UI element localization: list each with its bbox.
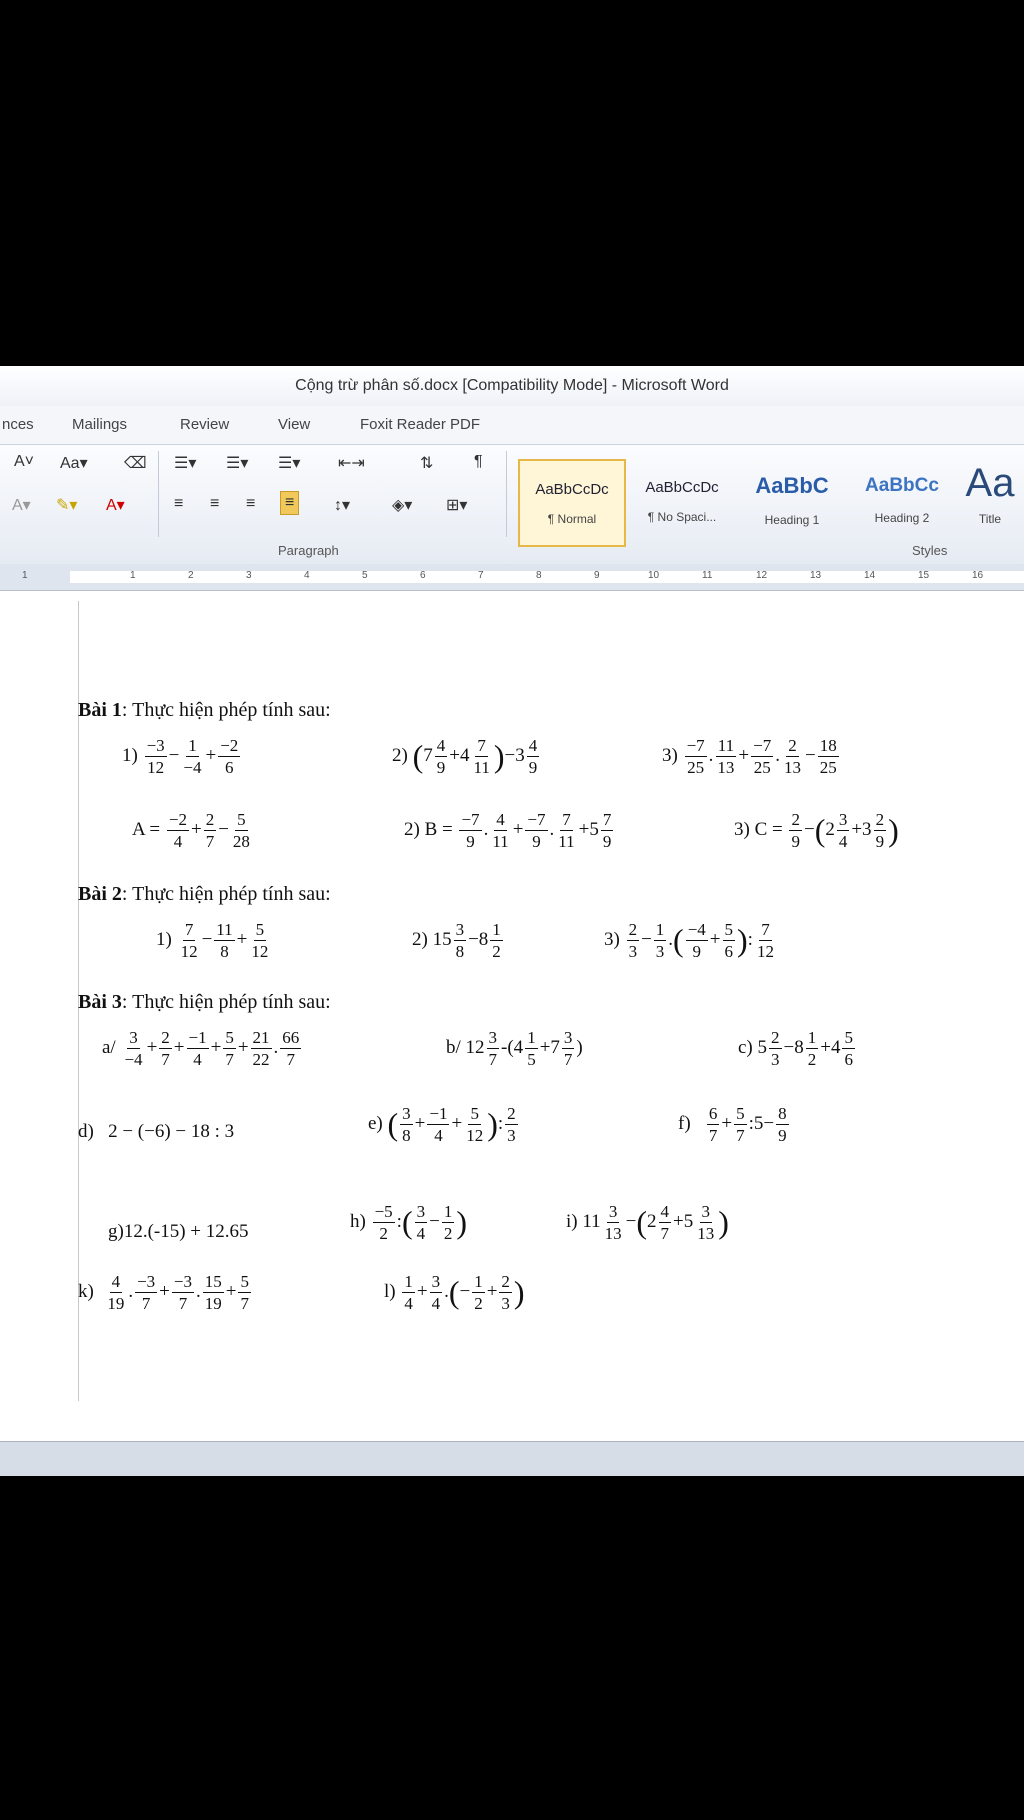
style-sample: AaBbCcDc [645, 479, 719, 496]
style-heading-1[interactable] [740, 459, 844, 543]
b3-expr-a: a/ $\frac{3}{-4}$ + $\frac{2}{7}$ + $\frac{-1}{4}$ + $\frac{5}{7}$ + $\frac{21}{22}$ . $\frac{66}{7}$ [102, 1028, 300, 1069]
sort-icon[interactable]: ⇅ [420, 455, 434, 472]
tab-mailings[interactable]: Mailings [72, 416, 128, 433]
align-center-icon[interactable]: ≡ [210, 495, 220, 512]
ruler-number: 15 [918, 570, 930, 581]
b1-expr-3: 3) $\frac{-7}{25}$ . $\frac{11}{13}$ + $\frac{-7}{25}$ . $\frac{2}{13}$ − $\frac{18}{25}$ [662, 736, 837, 777]
style-heading-2[interactable] [850, 459, 954, 543]
style-normal[interactable] [518, 459, 626, 547]
separator [506, 451, 507, 537]
highlight-icon[interactable]: ✎▾ [56, 497, 78, 514]
status-bar [0, 1441, 1024, 1476]
b3-expr-l: l) $\frac{1}{4}$ + $\frac{3}{4}$ .(− $\frac{1}{2}$ + $\frac{2}{3}$ ) [384, 1272, 525, 1313]
styles-group-label: Styles [912, 543, 948, 558]
style-label: Title [978, 512, 1002, 526]
tab-view[interactable]: View [278, 416, 311, 433]
document-page[interactable] [0, 591, 1024, 1406]
b3-expr-k: k) $\frac{4}{19}$ . $\frac{-3}{7}$ + $\frac{-3}{7}$ . $\frac{15}{19}$ + $\frac{5}{7}$ [78, 1272, 249, 1313]
ruler-number: 12 [756, 570, 768, 581]
numbering-icon[interactable]: ☰▾ [226, 455, 249, 472]
horizontal-ruler[interactable] [0, 564, 1024, 591]
tab-foxit-reader-pdf[interactable]: Foxit Reader PDF [360, 416, 481, 433]
b1-expr-2: 2) (7 $\frac{4}{9}$ +4 $\frac{7}{11}$ )−3 $\frac{4}{9}$ [392, 736, 538, 777]
tab-review[interactable]: Review [180, 416, 230, 433]
pilcrow-icon[interactable]: ¶ [474, 453, 483, 470]
borders-icon[interactable]: ⊞▾ [446, 497, 468, 514]
ruler-number: 10 [648, 570, 660, 581]
paragraph-group-label: Paragraph [278, 543, 339, 558]
b3-expr-f: f) $\frac{6}{7}$ + $\frac{5}{7}$ :5− $\frac{8}{9}$ [678, 1104, 787, 1145]
window-title: Cộng trừ phân số.docx [Compatibility Mode] - Microsoft Word [295, 377, 729, 394]
ruler-number: 1 [130, 570, 136, 581]
ruler-number: 2 [188, 570, 194, 581]
style-label: ¶ Normal [547, 512, 597, 526]
text-effects-icon[interactable]: A▾ [12, 497, 31, 514]
b2-expr-1: 1) $\frac{7}{12}$ − $\frac{11}{8}$ + $\frac{5}{12}$ [156, 920, 269, 961]
style-label: Heading 2 [874, 511, 930, 525]
b3-d-expression: 2 − (−6) − 18 : 3 [108, 1121, 235, 1142]
justify-icon[interactable]: ≡ [280, 491, 299, 515]
line-spacing-icon[interactable]: ↕▾ [334, 497, 351, 514]
style-sample: AaBbC [755, 473, 829, 498]
ruler-number: 7 [478, 570, 484, 581]
ruler-number: 5 [362, 570, 368, 581]
align-right-icon[interactable]: ≡ [246, 495, 256, 512]
shading-icon[interactable]: ◈▾ [392, 497, 413, 514]
b1-expr-1: 1) $\frac{-3}{12}$ − $\frac{1}{-4}$ + $\frac{-2}{6}$ [122, 736, 239, 777]
style-no-spacing[interactable] [630, 459, 734, 543]
style-label: Heading 1 [764, 513, 820, 527]
b3-expr-b: b/ 12 $\frac{3}{7}$ -(4 $\frac{1}{5}$ +7 $\frac{3}{7}$ ) [446, 1028, 583, 1069]
style-label: ¶ No Spaci... [647, 510, 717, 524]
exercise-2-heading: Bài 2: Thực hiện phép tính sau: [78, 883, 331, 905]
b3-expr-i: i) 11 $\frac{3}{13}$ −(2 $\frac{4}{7}$ +5 $\frac{3}{13}$ ) [566, 1202, 729, 1243]
ribbon [0, 444, 1024, 566]
style-sample: Aa [965, 461, 1015, 505]
b3-expr-e: e) ( $\frac{3}{8}$ + $\frac{-1}{4}$ + $\frac{5}{12}$ ): $\frac{2}{3}$ [368, 1104, 516, 1145]
shrink-font-icon[interactable]: A˅ [14, 453, 35, 470]
style-sample: AaBbCcDc [535, 481, 609, 498]
b3-expr-d: d) 2 − (−6) − 18 : 3 [78, 1121, 235, 1142]
ruler-number: 9 [594, 570, 600, 581]
b1-expr-A: A = $\frac{-2}{4}$ + $\frac{2}{7}$ − $\frac{5}{28}$ [132, 810, 250, 851]
b3-expr-h: h) $\frac{-5}{2}$ :( $\frac{3}{4}$ − $\frac{1}{2}$ ) [350, 1202, 467, 1243]
b3-g-expression: 12.(-15) + 12.65 [123, 1221, 249, 1242]
b1-expr-C: 3) C = $\frac{2}{9}$ −(2 $\frac{3}{4}$ +3 $\frac{2}{9}$ ) [734, 810, 899, 851]
b3-expr-g: g)12.(-15) + 12.65 [108, 1221, 249, 1242]
ruler-number: 11 [702, 570, 713, 581]
b2-expr-2: 2) 15 $\frac{3}{8}$ −8 $\frac{1}{2}$ [412, 920, 501, 961]
tab-references[interactable]: nces [2, 416, 34, 433]
change-case-icon[interactable]: Aa▾ [60, 455, 88, 472]
exercise-3-heading: Bài 3: Thực hiện phép tính sau: [78, 991, 331, 1013]
font-color-icon[interactable]: A▾ [106, 497, 125, 514]
ruler-number: 14 [864, 570, 876, 581]
separator [158, 451, 159, 537]
bullets-icon[interactable]: ☰▾ [174, 455, 197, 472]
exercise-1-heading: Bài 1: Thực hiện phép tính sau: [78, 699, 331, 721]
b1-expr-B: 2) B = $\frac{-7}{9}$ . $\frac{4}{11}$ + $\frac{-7}{9}$ . $\frac{7}{11}$ +5 $\frac{7}{9}$ [404, 810, 612, 851]
style-title[interactable] [956, 459, 1024, 543]
ruler-number: 13 [810, 570, 822, 581]
ruler-track [70, 571, 1024, 583]
indent-icon[interactable]: ⇤⇥ [338, 455, 365, 472]
ruler-number: 3 [246, 570, 252, 581]
word-window [0, 366, 1024, 1476]
ruler-number: 4 [304, 570, 310, 581]
ruler-number: 6 [420, 570, 426, 581]
clear-format-icon[interactable]: ⌫ [124, 455, 147, 472]
style-sample: AaBbCc [865, 475, 939, 496]
b3-expr-c: c) 5 $\frac{2}{3}$ −8 $\frac{1}{2}$ +4 $\frac{5}{6}$ [738, 1028, 853, 1069]
title-bar [0, 366, 1024, 406]
ribbon-tabs [0, 406, 1024, 444]
ruler-number: 1 [22, 570, 28, 581]
multilevel-list-icon[interactable]: ☰▾ [278, 455, 301, 472]
b2-expr-3: 3) $\frac{2}{3}$ − $\frac{1}{3}$ .( $\frac{-4}{9}$ + $\frac{5}{6}$ ): $\frac{7}{12}$ [604, 920, 774, 961]
align-left-icon[interactable]: ≡ [174, 495, 184, 512]
ruler-number: 8 [536, 570, 542, 581]
ruler-number: 16 [972, 570, 984, 581]
